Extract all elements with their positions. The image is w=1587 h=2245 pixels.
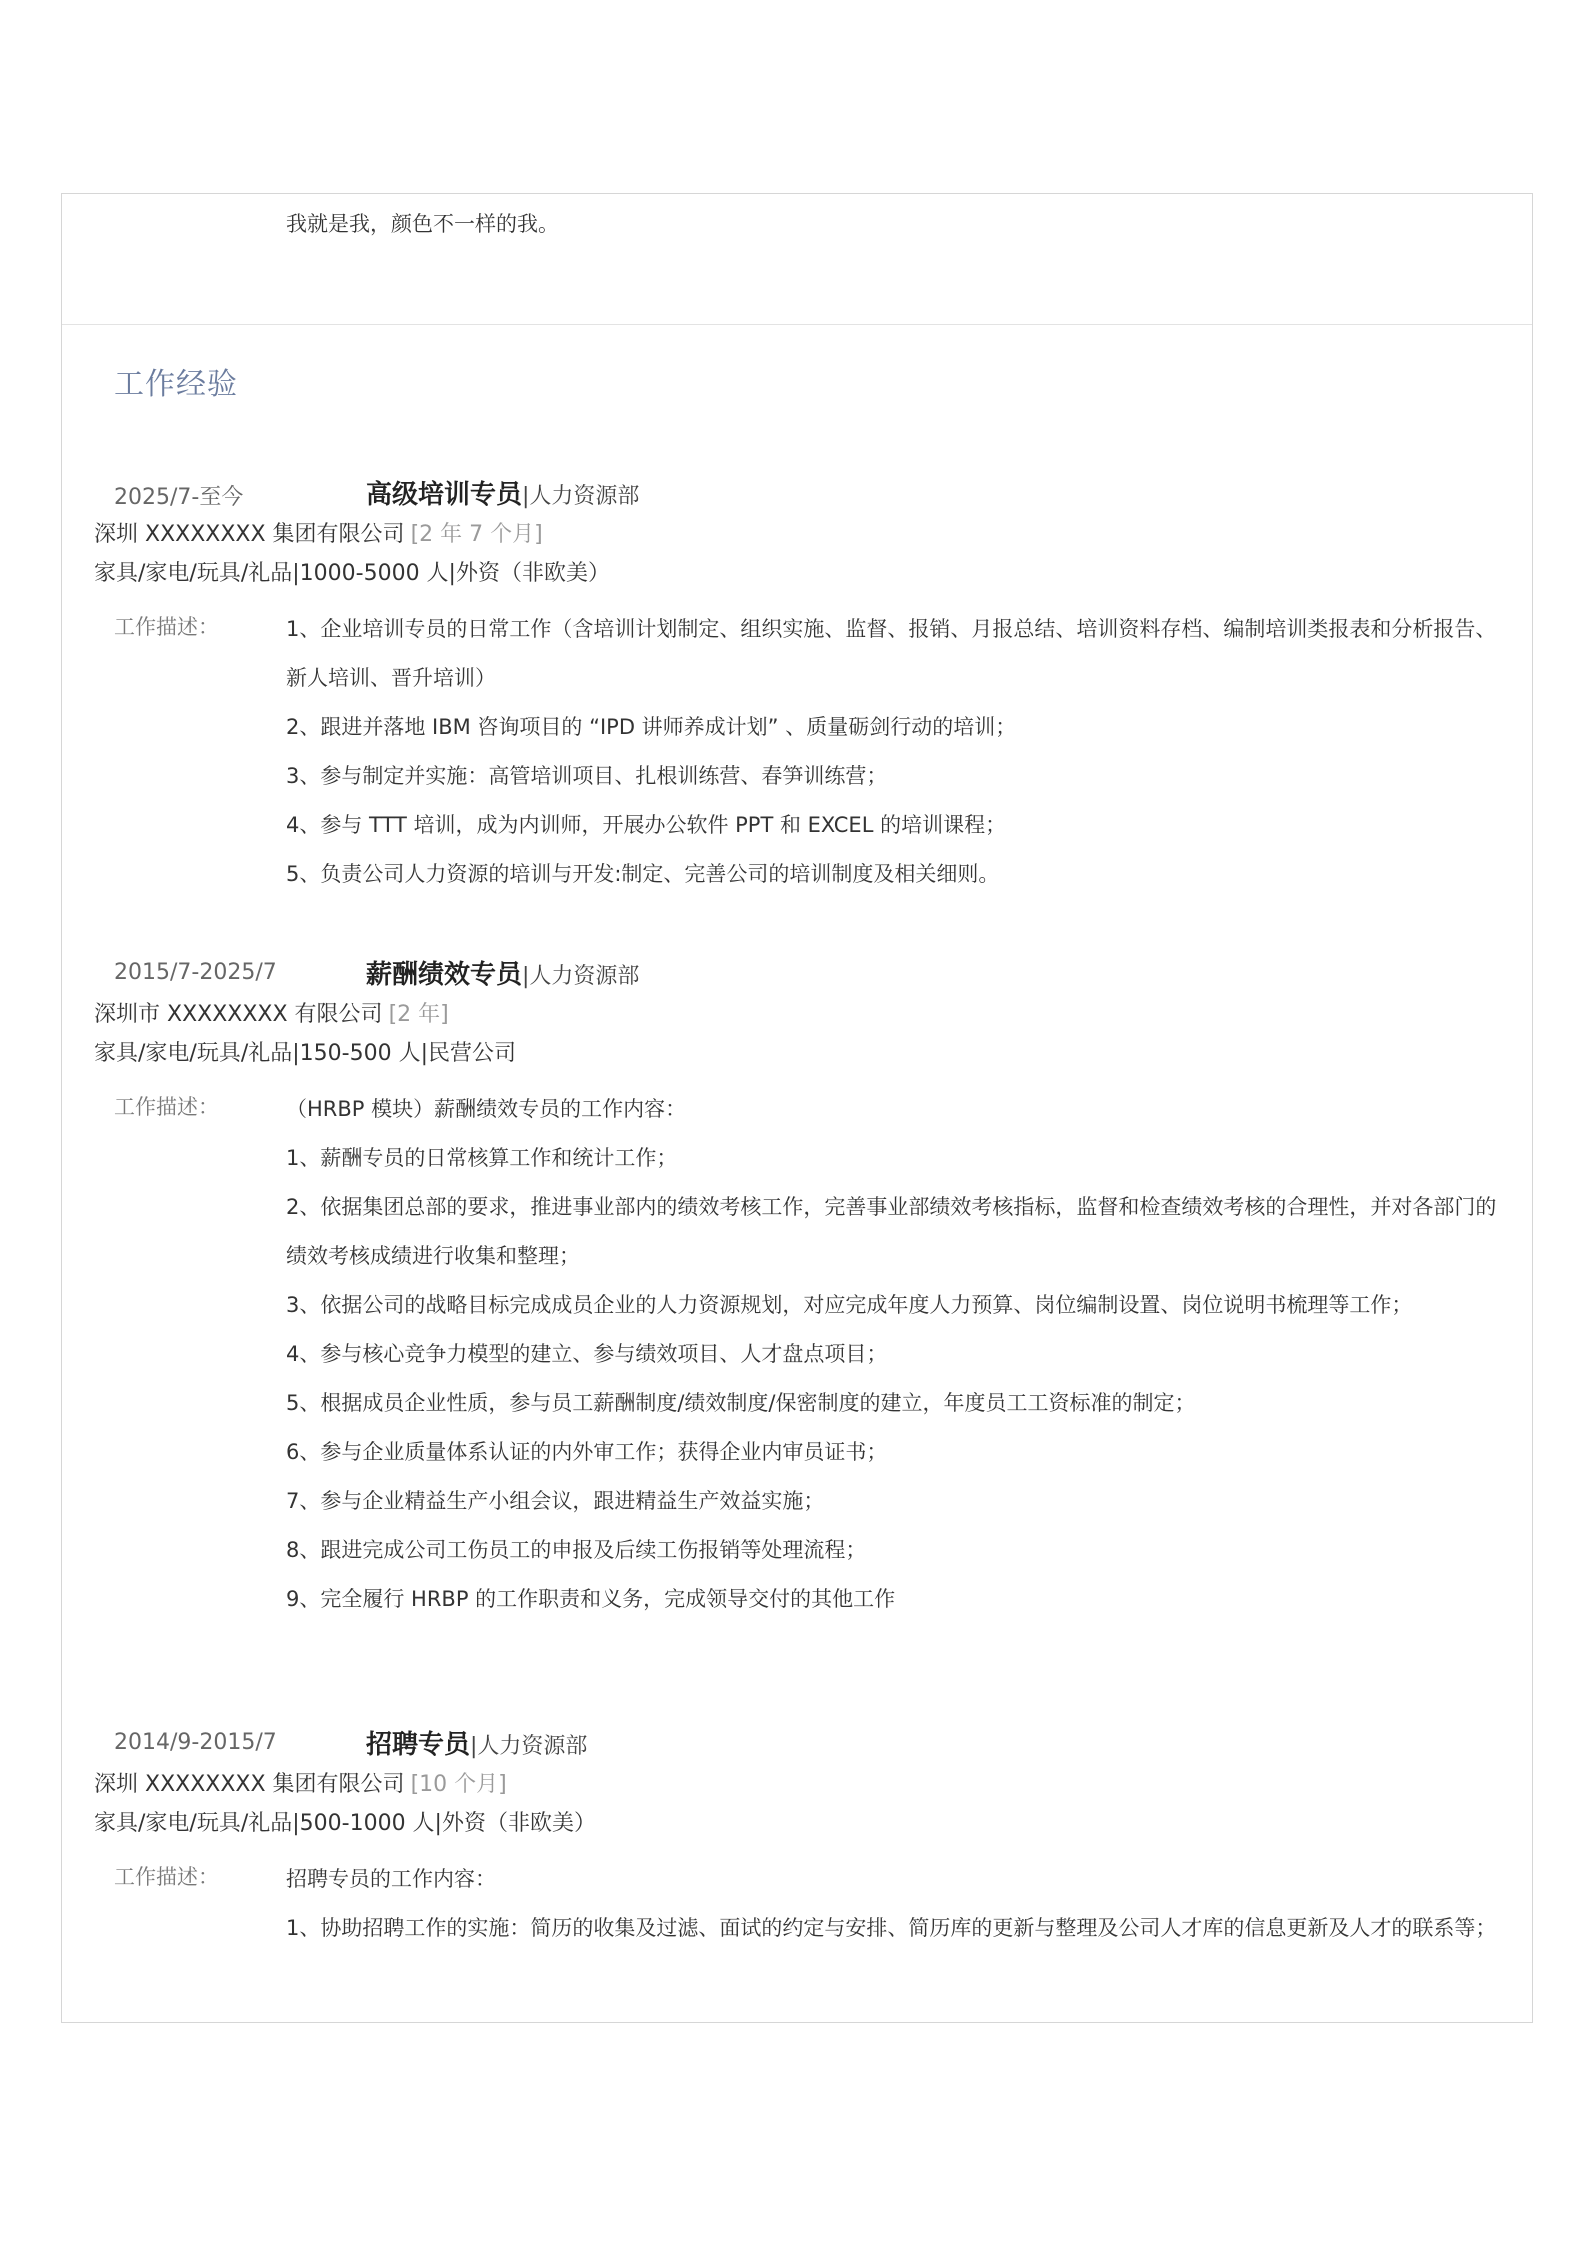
job-period: 2025/7-至今 (114, 485, 244, 510)
job-company: 深圳 XXXXXXXX 集团有限公司 (94, 1772, 405, 1797)
desc-item: 5、根据成员企业性质，参与员工薪酬制度/绩效制度/保密制度的建立，年度员工工资标准的制定； (286, 1391, 1196, 1415)
job-position: 薪酬绩效专员 (366, 960, 523, 990)
desc-item: 4、参与核心竞争力模型的建立、参与绩效项目、人才盘点项目； (286, 1342, 888, 1366)
job-company-line (94, 997, 1532, 1033)
job-entry (62, 470, 1532, 899)
job-description (62, 1855, 1532, 1953)
desc-item: 3、参与制定并实施：高管培训项目、扎根训练营、春笋训练营； (286, 764, 888, 788)
desc-item: 1、企业培训专员的日常工作（含培训计划制定、组织实施、监督、报销、月报总结、培训资料存档、编制培训类报表和分析报告、新人培训、晋升培训） (286, 617, 1497, 690)
desc-list (286, 1085, 1506, 1624)
desc-label: 工作描述： (114, 1095, 219, 1119)
job-duration: [2 年] (388, 1002, 449, 1027)
desc-item: 2、跟进并落地 IBM 咨询项目的 “IPD 讲师养成计划” 、质量砺剑行动的培训； (286, 715, 1017, 739)
job-position: 招聘专员 (366, 1730, 471, 1760)
resume-frame (61, 193, 1533, 2023)
job-company-line (94, 1767, 1532, 1803)
job-industry: 家具/家电/玩具/礼品|1000-5000 人|外资（非欧美） (94, 561, 610, 586)
desc-list (286, 1855, 1506, 1953)
desc-item: 9、完全履行 HRBP 的工作职责和义务，完成领导交付的其他工作 (286, 1587, 896, 1611)
desc-item: （HRBP 模块）薪酬绩效专员的工作内容： (286, 1097, 687, 1121)
job-industry: 家具/家电/玩具/礼品|500-1000 人|外资（非欧美） (94, 1811, 596, 1836)
section-title: 工作经验 (114, 367, 238, 402)
job-title-line (366, 474, 639, 511)
job-duration: [10 个月] (410, 1772, 507, 1797)
self-intro: 我就是我，颜色不一样的我。 (286, 212, 559, 236)
desc-item: 4、参与 TTT 培训，成为内训师，开展办公软件 PPT 和 EXCEL 的培训课程； (286, 813, 1007, 837)
section-divider (62, 324, 1532, 325)
job-company-line (94, 517, 1532, 553)
job-header (62, 470, 1532, 514)
desc-item: 招聘专员的工作内容： (286, 1867, 496, 1891)
job-department: |人力资源部 (522, 964, 640, 989)
job-department: |人力资源部 (522, 484, 640, 509)
desc-item: 1、薪酬专员的日常核算工作和统计工作； (286, 1146, 678, 1170)
desc-label: 工作描述： (114, 1865, 219, 1889)
job-period: 2015/7-2025/7 (114, 960, 277, 985)
desc-list (286, 605, 1506, 899)
desc-item: 8、跟进完成公司工伤员工的申报及后续工伤报销等处理流程； (286, 1538, 867, 1562)
job-period: 2014/9-2015/7 (114, 1730, 277, 1755)
job-description (62, 605, 1532, 899)
job-header (62, 1720, 1532, 1764)
job-company: 深圳市 XXXXXXXX 有限公司 (94, 1002, 383, 1027)
desc-item: 1、协助招聘工作的实施：简历的收集及过滤、面试的约定与安排、简历库的更新与整理及公司人才库的信息更新及人才的联系等； (286, 1916, 1497, 1940)
desc-label: 工作描述： (114, 615, 219, 639)
desc-item: 5、负责公司人力资源的培训与开发:制定、完善公司的培训制度及相关细则。 (286, 862, 1000, 886)
desc-item: 3、依据公司的战略目标完成成员企业的人力资源规划，对应完成年度人力预算、岗位编制设置、岗位说明书梳理等工作； (286, 1293, 1413, 1317)
job-title-line (366, 954, 639, 991)
job-header (62, 950, 1532, 994)
desc-item: 6、参与企业质量体系认证的内外审工作；获得企业内审员证书； (286, 1440, 888, 1464)
job-description (62, 1085, 1532, 1624)
job-company: 深圳 XXXXXXXX 集团有限公司 (94, 522, 405, 547)
job-entry (62, 1720, 1532, 1953)
job-position: 高级培训专员 (366, 480, 523, 510)
job-title-line (366, 1724, 587, 1761)
job-industry: 家具/家电/玩具/礼品|150-500 人|民营公司 (94, 1041, 516, 1066)
desc-item: 2、依据集团总部的要求，推进事业部内的绩效考核工作，完善事业部绩效考核指标，监督和检查绩效考核的合理性，并对各部门的绩效考核成绩进行收集和整理； (286, 1195, 1497, 1268)
job-entry (62, 950, 1532, 1624)
job-duration: [2 年 7 个月] (410, 522, 543, 547)
job-department: |人力资源部 (470, 1734, 588, 1759)
desc-item: 7、参与企业精益生产小组会议，跟进精益生产效益实施； (286, 1489, 825, 1513)
